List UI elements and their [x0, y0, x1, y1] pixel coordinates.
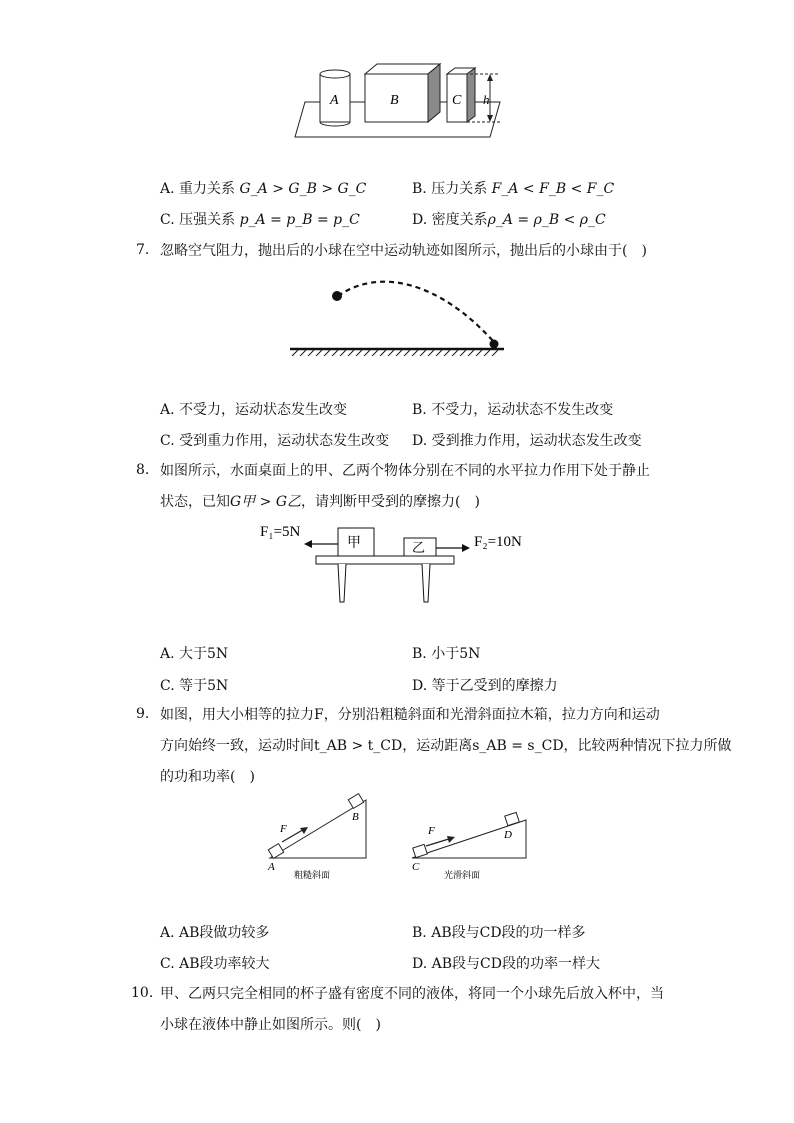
q9-number: 9. [136, 706, 150, 722]
q6-option-a[interactable]: A. 重力关系 G_A > G_B > G_C [160, 181, 367, 197]
label-f-2: F [428, 825, 435, 837]
label-b: B [352, 811, 359, 823]
q7-figure [288, 280, 508, 356]
trajectory [338, 282, 494, 342]
q6-option-b[interactable]: B. 压力关系 F_A < F_B < F_C [412, 181, 615, 197]
table-top [316, 556, 454, 564]
label-d: D [504, 829, 512, 841]
rough-caption: 粗糙斜面 [294, 870, 331, 880]
q7-option-d[interactable]: D. 受到推力作用，运动状态发生改变 [412, 433, 642, 449]
q8-number: 8. [136, 462, 150, 478]
q9-option-b[interactable]: B. AB段与CD段的功一样多 [412, 925, 586, 941]
yi-label: 乙 [412, 540, 426, 555]
q9-figure [258, 790, 534, 884]
label-h: h [483, 92, 490, 107]
q9-line2: 方向始终一致，运动时间t_AB > t_CD，运动距离s_AB = s_CD，比较两种情况下拉力所做 [160, 738, 732, 754]
q8-option-a[interactable]: A. 大于5N [160, 646, 229, 662]
label-a: A [330, 93, 339, 108]
q7-option-a[interactable]: A. 不受力，运动状态发生改变 [160, 402, 348, 418]
q8-option-c[interactable]: C. 等于5N [160, 678, 229, 694]
ball-end [490, 340, 499, 349]
q9-line3: 的功和功率( ) [160, 769, 255, 785]
q7-option-c[interactable]: C. 受到重力作用，运动状态发生改变 [160, 433, 390, 449]
q8-line2: 状态，已知G甲 > G乙，请判断甲受到的摩擦力( ) [160, 494, 480, 510]
q10-line1: 甲、乙两只完全相同的杯子盛有密度不同的液体，将同一个小球先后放入杯中，当 [160, 986, 664, 1002]
label-b: B [390, 93, 399, 108]
q9-option-d[interactable]: D. AB段与CD段的功率一样大 [412, 956, 600, 972]
ball-start [332, 291, 342, 301]
q8-option-d[interactable]: D. 等于乙受到的摩擦力 [412, 678, 558, 694]
q8-option-b[interactable]: B. 小于5N [412, 646, 481, 662]
f1-label: F₁=5N [260, 524, 301, 540]
label-c: C [412, 861, 420, 873]
label-c: C [452, 93, 462, 108]
label-a: A [268, 861, 275, 873]
q9-option-a[interactable]: A. AB段做功较多 [160, 925, 270, 941]
q8-figure [250, 518, 550, 608]
q6-option-d[interactable]: D. 密度关系ρ_A = ρ_B < ρ_C [412, 212, 606, 228]
q8-line1: 如图所示，水面桌面上的甲、乙两个物体分别在不同的水平拉力作用下处于静止 [160, 463, 650, 479]
smooth-caption: 光滑斜面 [444, 870, 481, 880]
label-f-1: F [280, 823, 287, 835]
q7-stem: 忽略空气阻力，抛出后的小球在空中运动轨迹如图所示，抛出后的小球由于( ) [160, 243, 647, 259]
q9-line1: 如图，用大小相等的拉力F，分别沿粗糙斜面和光滑斜面拉木箱，拉力方向和运动 [160, 707, 660, 723]
q7-option-b[interactable]: B. 不受力，运动状态不发生改变 [412, 402, 614, 418]
q6-option-c[interactable]: C. 压强关系 p_A = p_B = p_C [160, 212, 360, 228]
q10-line2: 小球在液体中静止如图所示。则( ) [160, 1017, 381, 1033]
jia-label: 甲 [347, 536, 361, 551]
q10-number: 10. [131, 985, 154, 1001]
q9-option-c[interactable]: C. AB段功率较大 [160, 956, 270, 972]
f2-label: F₂=10N [474, 534, 522, 550]
q6-figure [290, 62, 510, 142]
q7-number: 7. [136, 242, 150, 258]
